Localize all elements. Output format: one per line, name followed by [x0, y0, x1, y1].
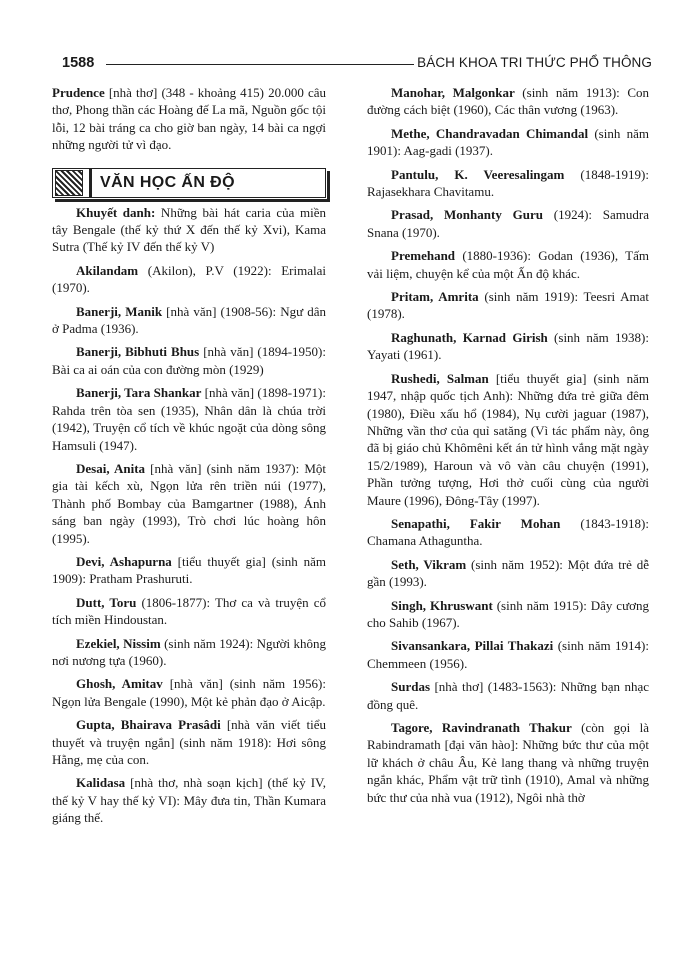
- dictionary-entry: [52, 553, 326, 588]
- dictionary-entry: [52, 594, 326, 629]
- entry-name: Sivansankara, Pillai Thakazi: [391, 638, 554, 654]
- entry-name: Manohar, Malgonkar: [391, 85, 515, 100]
- entry-text: (sinh năm 1924): Người không nơi nương tựa (1960).: [52, 635, 326, 668]
- entry-name: Rushedi, Salman: [391, 370, 489, 386]
- dictionary-entry: [52, 774, 326, 826]
- entry-text: [nhà văn] (sinh năm 1937): Một gia tài kếch xù, Ngọn lửa rên triền núi (1977), Thành phố Bombay của Bamgartner (1988), Ánh sáng ban ngày (1993), Trò chơi lúc hoàng hôn (1995).: [52, 460, 326, 546]
- dictionary-entry: [367, 84, 649, 119]
- entry-name: Ghosh, Amitav: [76, 676, 163, 692]
- entry-text: [nhà văn] (1898-1971): Rahda trên tòa sen (1935), Nhân dân là chúa trời (1942), Truyện cổ tích về khúc ngoặt của dòng sông Hamsuli (1947).: [52, 385, 326, 453]
- dictionary-entry: [367, 370, 649, 509]
- dictionary-entry: [367, 556, 649, 591]
- entry-name: Banerji, Bibhuti Bhus: [76, 344, 200, 360]
- entry-name: Pantulu, K. Veeresalingam: [391, 166, 565, 182]
- right-entry-list: [367, 84, 649, 806]
- section-title: VĂN HỌC ẤN ĐỘ: [100, 173, 235, 191]
- entry-name: Dutt, Toru: [76, 594, 137, 610]
- entry-text: (Akilon), P.V (1922): Erimalai (1970).: [52, 262, 326, 296]
- entry-text: (1924): Samudra Snana (1970).: [367, 207, 649, 240]
- dictionary-entry: [367, 166, 649, 201]
- entry-name: Senapathi, Fakir Mohan: [391, 515, 561, 531]
- entry-text: [nhà văn] (1908-56): Ngư dân ở Padma (1936).: [52, 303, 326, 337]
- dictionary-entry: [52, 384, 326, 454]
- entry-text: [nhà thơ] (1483-1563): Những bạn nhạc đồng quê.: [367, 679, 649, 712]
- entry-prudence: [52, 84, 326, 154]
- entry-text: (1843-1918): Chamana Athaguntha.: [367, 515, 649, 549]
- entry-name: Banerji, Manik: [76, 303, 163, 319]
- entry-name: Methe, Chandravadan Chimandal: [391, 125, 589, 141]
- running-title: BÁCH KHOA TRI THỨC PHỔ THÔNG: [417, 55, 652, 70]
- dictionary-entry: [52, 675, 326, 710]
- entry-name: Premehand: [391, 248, 456, 264]
- dictionary-entry: [367, 515, 649, 550]
- dictionary-entry: [52, 303, 326, 338]
- entry-name: Kalidasa: [76, 775, 126, 791]
- entry-name: Akilandam: [76, 262, 139, 278]
- entry-text: (sinh năm 1952): Một đứa trẻ dễ gần (1993).: [367, 556, 650, 590]
- header-rule: [106, 64, 414, 65]
- entry-text: [nhà thơ] (348 - khoảng 415) 20.000 câu thơ, Phong thần các Hoàng đế La mã, Nguồn gốc tội lỗi, 12 bài tráng ca cho giờ ban ngày, 14 bài ca ngợi những người tử vì đạo.: [52, 85, 326, 153]
- left-column: [52, 84, 326, 833]
- dictionary-entry: [367, 206, 649, 241]
- section-divider: [89, 169, 92, 197]
- dictionary-entry: [52, 343, 326, 378]
- entry-text: (sinh năm 1914): Chemmeen (1956).: [367, 638, 649, 671]
- entry-text: [tiểu thuyết gia] (sinh năm 1909): Pratham Prashuruti.: [52, 553, 326, 587]
- entry-text: (sinh năm 1901): Aag-gadi (1937).: [367, 125, 649, 159]
- dictionary-entry: [367, 637, 649, 672]
- entry-name: Prasad, Monhanty Guru: [391, 207, 543, 223]
- dictionary-entry: [367, 719, 649, 806]
- entry-name: Ezekiel, Nissim: [76, 635, 161, 651]
- entry-text: [tiểu thuyết gia] (sinh năm 1947, nhập quốc tịch Anh): Những đứa trẻ giữa đêm (1980), Điều xấu hổ (1984), Nụ cười jaguar (1987), Những vần thơ của quỉ satăng (Vì tác phẩm này, ông đã bị giáo chủ Khômêni kết án tử hình vắng mặt ngày 15/2/1989), Haroun và vô vàn câu chuyện (1991), Phần tưởng tượng, Hơi thở cuối cùng của người Maure (1996), Đông-Tây (1997).: [367, 370, 649, 508]
- section-heading: [52, 168, 326, 198]
- dictionary-entry: [52, 262, 326, 297]
- entry-name: Gupta, Bhairava Prasâdi: [76, 717, 221, 733]
- entry-name: Desai, Anita: [76, 460, 146, 476]
- dictionary-entry: [52, 716, 326, 768]
- dictionary-entry: [367, 597, 649, 632]
- dictionary-entry: [367, 288, 649, 323]
- dictionary-entry: [367, 329, 649, 364]
- entry-name: Raghunath, Karnad Girish: [391, 329, 548, 345]
- left-entry-list: [52, 204, 326, 827]
- entry-text: (sinh năm 1915): Dây cương cho Sahib (1967).: [367, 597, 650, 630]
- entry-text: (1880-1936): Godan (1936), Tấm vải liệm, chuyện kể của một Ấn độ khác.: [367, 248, 649, 281]
- dictionary-entry: [367, 678, 649, 713]
- entry-name: Banerji, Tara Shankar: [76, 385, 202, 401]
- entry-text: (1806-1877): Thơ ca và truyện cổ tích miền Hindoustan.: [52, 594, 326, 628]
- entry-text: [nhà thơ, nhà soạn kịch] (thế kỷ IV, thế kỷ V hay thế kỷ VI): Mây đưa tin, Thần Kumara giáng thế.: [52, 775, 326, 826]
- entry-name: Singh, Khruswant: [391, 597, 493, 613]
- entry-text: [nhà văn] (sinh năm 1956): Ngọn lửa Bengale (1990), Một kẻ phản đạo ở Aicập.: [52, 676, 326, 709]
- ornament-icon: [55, 170, 83, 196]
- entry-text: [nhà văn viết tiểu thuyết và truyện ngắn] (sinh năm 1918): Hơi sông Hằng, mẹ của con.: [52, 717, 327, 767]
- entry-text: Những bài hát caria của miền tây Bengale (thế kỷ thứ X đến thế kỷ Xvi), Kama Sutra (Thế kỷ IV đến thế kỷ V): [52, 204, 326, 255]
- dictionary-entry: [367, 247, 649, 282]
- entry-name: Pritam, Amrita: [391, 289, 479, 305]
- entry-name: Surdas: [391, 679, 431, 695]
- right-column: [367, 84, 649, 812]
- page-header: [62, 55, 652, 77]
- entry-text: (sinh năm 1938): Yayati (1961).: [367, 329, 650, 363]
- entry-text: (sinh năm 1919): Teesri Amat (1978).: [367, 289, 649, 322]
- dictionary-entry: [52, 204, 326, 256]
- entry-text: (còn gọi là Rabindramath [đại văn hào]: Những bức thư của một lữ khách ở châu Âu, Kẻ lang thang và những truyện ngắn khác, Phẩm vật trữ tình (1910), Amal và những bức thư của nhà vua (1912), Ngôi nhà thờ: [367, 720, 649, 805]
- entry-name: Devi, Ashapurna: [76, 553, 172, 569]
- dictionary-entry: [52, 635, 326, 670]
- entry-text: (sinh năm 1913): Con đường cách biệt (1960), Các thân vương (1963).: [367, 85, 649, 118]
- dictionary-entry: [52, 460, 326, 547]
- entry-name: Khuyết danh:: [76, 204, 156, 220]
- entry-text: [nhà văn] (1894-1950): Bài ca ai oán của con đường mòn (1929): [52, 344, 326, 377]
- entry-name: Tagore, Ravindranath Thakur: [391, 720, 572, 735]
- entry-text: (1848-1919): Rajasekhara Chavitamu.: [367, 166, 649, 200]
- entry-name: Prudence: [52, 85, 105, 100]
- dictionary-entry: [367, 125, 649, 160]
- page-number: 1588: [62, 55, 95, 71]
- entry-name: Seth, Vikram: [391, 556, 467, 572]
